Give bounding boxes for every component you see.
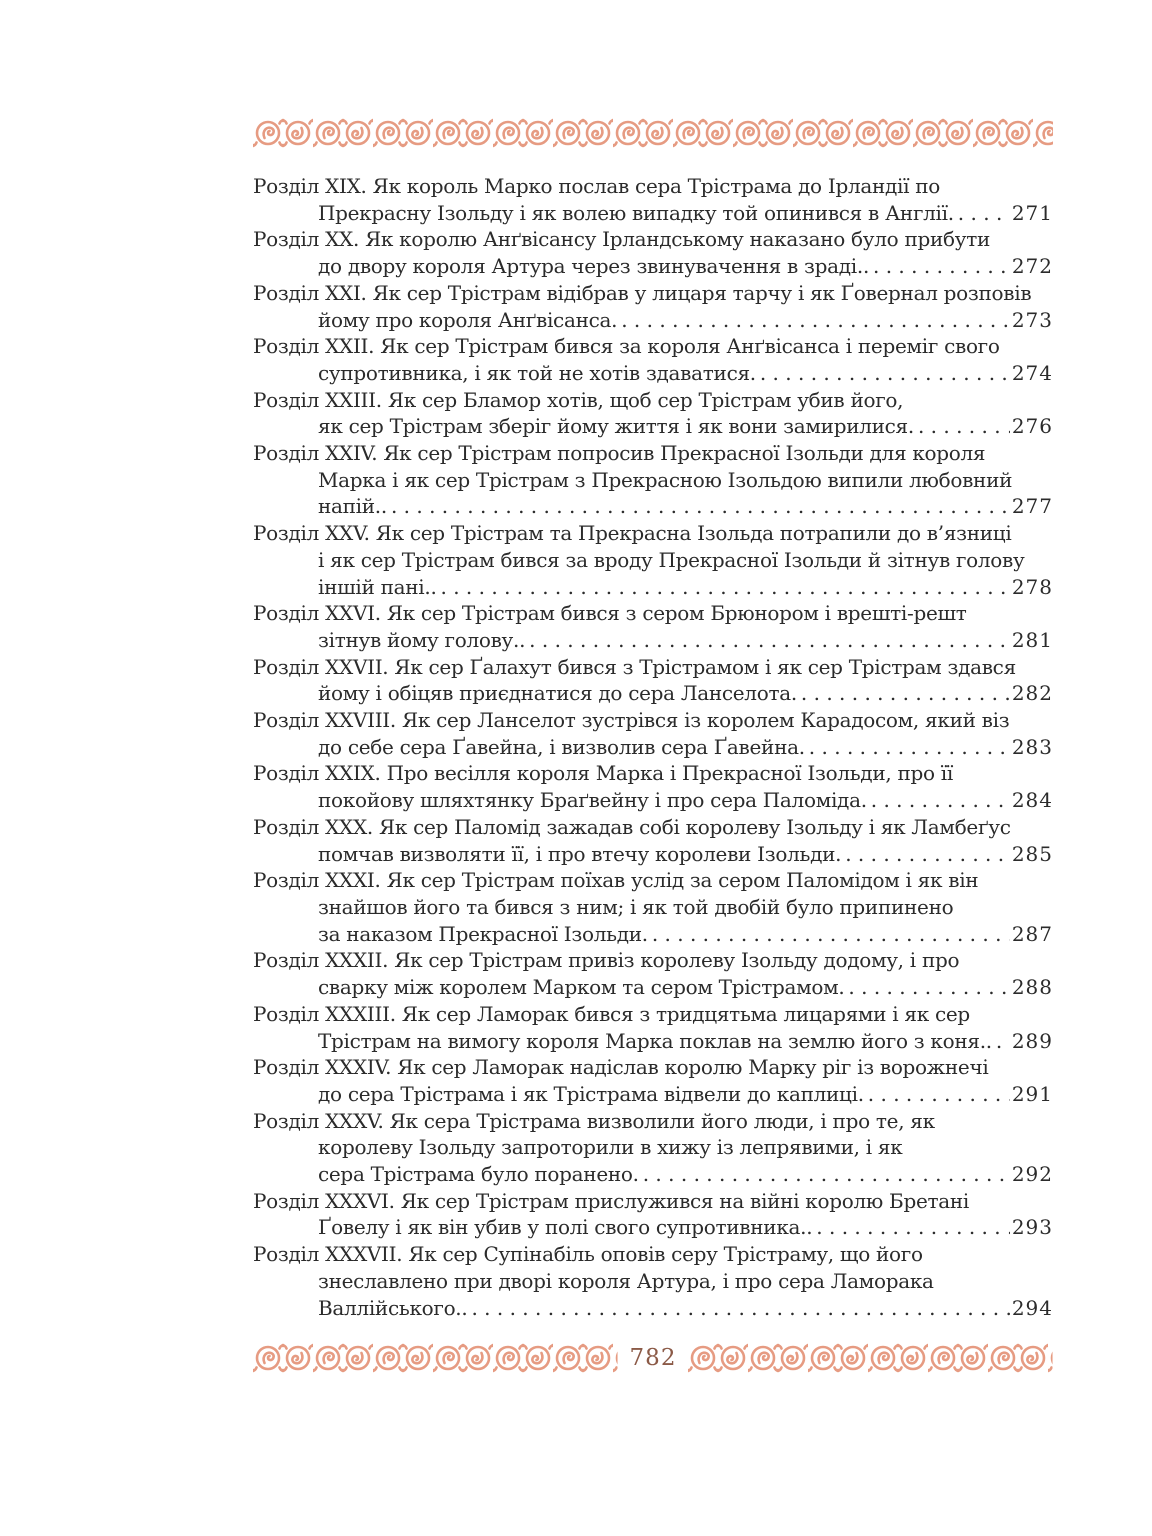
toc-line: королеву Ізольду запроторили в хижу із лепрявими, і як [318,1135,903,1160]
toc-entry-text: Валлійського.. [318,1295,468,1320]
toc-entry-text: помчав визволяти її, і про втечу королеви Ізольди. [318,841,842,866]
toc-line [253,627,1053,654]
toc-page-number: 278 [1011,574,1053,599]
toc-entry [253,1108,1053,1188]
dot-leader [652,921,1010,948]
dot-leader [391,493,1010,520]
content-column [253,0,1053,1375]
toc-entry [253,440,1053,520]
toc-page-number: 284 [1011,788,1053,813]
toc-line: і як сер Трістрам бився за вроду Прекрасної Ізольди й зітнув голову [318,547,1025,572]
toc-line: Розділ XXX. Як сер Паломід зажадав собі королеву Ізольду і як Ламбеґус [253,814,1011,839]
toc-entry-text: як сер Трістрам зберіг йому життя і як вони замирилися. [318,414,914,439]
toc-line [253,360,1053,387]
toc-entry-text: іншій пані.. [318,574,437,599]
toc-page-number: 281 [1011,627,1053,652]
toc-line [253,1161,1053,1188]
toc-line: Розділ XXXII. Як сер Трістрам привіз королеву Ізольду додому, і про [253,948,960,973]
toc-entry [253,333,1053,386]
dot-leader [845,841,1010,868]
dot-leader [529,627,1010,654]
toc-page-number: 282 [1011,681,1053,706]
toc-entry [253,707,1053,760]
toc-entry [253,867,1053,947]
toc-page-number: 271 [1011,200,1053,225]
toc-entry [253,226,1053,279]
dot-leader [809,734,1010,761]
toc-entry-text: покойову шляхтянку Браґвейну і про сера Паломіда. [318,788,867,813]
toc-entry [253,173,1053,226]
toc-page-number: 273 [1011,307,1053,332]
toc-page-number: 283 [1011,734,1053,759]
toc-entry [253,520,1053,600]
toc-line [253,841,1053,868]
toc-line: знеславлено при дворі короля Артура, і про сера Ламорака [318,1268,934,1293]
toc-entry [253,1241,1053,1321]
toc-page-number: 274 [1011,360,1053,385]
toc-entry [253,1001,1053,1054]
toc-line: Розділ XXI. Як сер Трістрам відібрав у лицаря тарчу і як Ґовернал розповів [253,280,1032,305]
toc-line: Розділ XXXI. Як сер Трістрам поїхав услід за сером Паломідом і як він [253,868,979,893]
toc-line: Марка і як сер Трістрам з Прекрасною Ізольдою випили любовний [318,467,1013,492]
toc-line [253,1028,1053,1055]
ornament-border-bottom-right-icon [688,1341,1053,1375]
toc-entry [253,947,1053,1000]
dot-leader [871,787,1010,814]
toc-page-number: 291 [1011,1081,1053,1106]
toc-line: знайшов його та бився з ним; і як той двобій було припинено [318,894,954,919]
dot-leader [996,1028,1010,1055]
toc-page-number: 276 [1011,414,1053,439]
toc-entry-text: супротивника, і як той не хотів здаватися. [318,360,756,385]
toc-line [253,921,1053,948]
toc-entry-text: зітнув йому голову.. [318,627,526,652]
toc-line: Розділ XXVII. Як сер Ґалахут бився з Трістрамом і як сер Трістрам здався [253,654,1016,679]
toc-entry [253,387,1053,440]
toc-line [253,787,1053,814]
toc-line: Розділ XXVI. Як сер Трістрам бився з сером Брюнором і врешті-решт [253,601,967,626]
toc-entry-text: напій.. [318,494,387,519]
toc-line [253,493,1053,520]
dot-leader [471,1295,1009,1322]
folio-page-number: 782 [629,1345,677,1372]
toc-page-number: 272 [1011,254,1053,279]
dot-leader [958,200,1010,227]
toc-entry-text: сварку між королем Марком та сером Трістрамом. [318,975,845,1000]
dot-leader [868,1081,1010,1108]
toc-line [253,680,1053,707]
toc-line: Розділ XXXIII. Як сер Ламорак бився з тридцятьма лицарями і як сер [253,1001,970,1026]
toc-page-number: 294 [1011,1295,1053,1320]
toc-entry-text: до сера Трістрама і як Трістрама відвели до каплиці. [318,1081,864,1106]
dot-leader [816,1214,1010,1241]
toc-page-number: 288 [1011,975,1053,1000]
toc-line: Розділ XXV. Як сер Трістрам та Прекрасна Ізольда потрапили до в’язниці [253,521,1012,546]
toc-entry [253,760,1053,813]
dot-leader [643,1161,1010,1188]
toc-line: Розділ XXIX. Про весілля короля Марка і Прекрасної Ізольди, про її [253,761,953,786]
toc-line: Розділ XXXVI. Як сер Трістрам прислужився на війні королю Бретані [253,1188,969,1213]
toc-page-number: 289 [1011,1028,1053,1053]
toc-line [253,1295,1053,1322]
toc-line: Розділ XXXV. Як сера Трістрама визволили його люди, і про те, як [253,1108,935,1133]
table-of-contents [253,173,1053,1321]
toc-page-number: 287 [1011,921,1053,946]
toc-entry [253,280,1053,333]
ornament-border-top-icon [253,116,1053,150]
toc-line: Розділ XXIII. Як сер Бламор хотів, щоб сер Трістрам убив його, [253,387,904,412]
toc-entry-text: до себе сера Ґавейна, і визволив сера Ґавейна. [318,734,805,759]
toc-line [253,1081,1053,1108]
toc-entry-text: сера Трістрама було поранено. [318,1162,639,1187]
dot-leader [441,574,1010,601]
page-footer [253,1341,1053,1375]
toc-entry [253,814,1053,867]
toc-line [253,974,1053,1001]
dot-leader [801,680,1010,707]
toc-line [253,307,1053,334]
ornament-border-bottom-left-icon [253,1341,618,1375]
toc-entry [253,1054,1053,1107]
toc-line: Розділ XXVIII. Як сер Ланселот зустрівся із королем Карадосом, який віз [253,708,1010,733]
toc-line: Розділ XXIV. Як сер Трістрам попросив Прекрасної Ізольди для короля [253,441,986,466]
toc-entry-text: Прекрасну Ізольду і як волею випадку той опинився в Англії. [318,200,954,225]
toc-entry-text: до двору короля Артура через звинувачення в зраді.. [318,254,869,279]
toc-line: Розділ XXXVII. Як сер Супінабіль оповів серу Трістраму, що його [253,1242,923,1267]
dot-leader [918,413,1010,440]
toc-line: Розділ XXII. Як сер Трістрам бився за короля Анґвісанса і переміг свого [253,334,1000,359]
toc-line [253,574,1053,601]
toc-page-number: 292 [1011,1162,1053,1187]
toc-line [253,253,1053,280]
dot-leader [621,307,1010,334]
toc-entry-text: за наказом Прекрасної Ізольди. [318,921,648,946]
toc-line: Розділ XIX. Як король Марко послав сера Трістрама до Ірландії по [253,174,941,198]
toc-entry [253,1188,1053,1241]
toc-entry-text: йому про короля Анґвісанса. [318,307,618,332]
toc-page-number: 293 [1011,1215,1053,1240]
toc-entry [253,654,1053,707]
toc-entry-text: Ґовелу і як він убив у полі свого супротивника.. [318,1215,813,1240]
toc-line: Розділ XXXIV. Як сер Ламорак надіслав королю Марку ріг із ворожнечі [253,1055,989,1080]
toc-entry-text: Трістрам на вимогу короля Марка поклав на землю його з коня.. [318,1028,992,1053]
dot-leader [760,360,1010,387]
toc-line [253,1214,1053,1241]
dot-leader [873,253,1010,280]
toc-page-number: 285 [1011,841,1053,866]
toc-line [253,734,1053,761]
toc-line [253,200,1053,227]
toc-line: Розділ XX. Як королю Анґвісансу Ірландському наказано було прибути [253,227,991,252]
toc-page-number: 277 [1011,494,1053,519]
toc-entry [253,600,1053,653]
toc-line [253,413,1053,440]
toc-entry-text: йому і обіцяв приєднатися до сера Ланселота. [318,681,797,706]
dot-leader [848,974,1009,1001]
